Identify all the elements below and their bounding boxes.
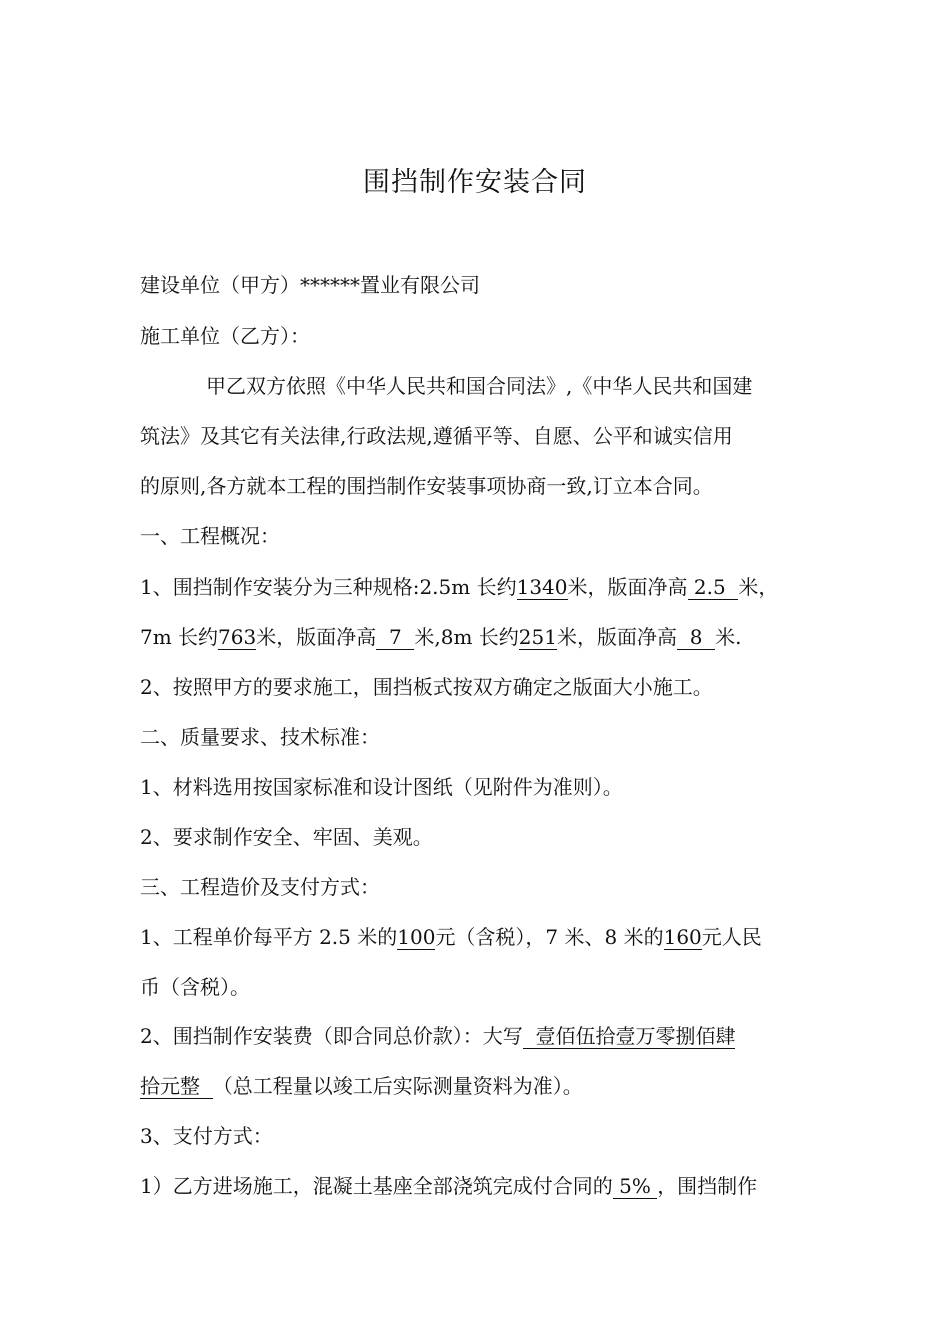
section-3-item-1-line-1 bbox=[140, 922, 820, 952]
preamble-line-1: 甲乙双方依照《中华人民共和国合同法》,《中华人民共和国建 bbox=[206, 374, 753, 398]
section-3-item-2-line-2 bbox=[140, 1071, 820, 1101]
price-7-8m-value: 160 bbox=[663, 925, 702, 949]
payment-item-1-line-1 bbox=[140, 1171, 820, 1201]
clause-text: 元（含税），7 米、8 米的 bbox=[435, 925, 664, 949]
clause-text: 1、工程单价每平方 2.5 米的 bbox=[140, 925, 398, 949]
section-1-item-1-line-2 bbox=[140, 622, 820, 652]
price-2-5m-value: 100 bbox=[397, 925, 436, 949]
height-7m-value: 7 bbox=[376, 625, 415, 649]
payment-percent-value: 5% bbox=[612, 1174, 658, 1198]
section-1-item-1-line-1 bbox=[140, 572, 820, 602]
section-3-item-1-line-2: 币（含税）。 bbox=[140, 975, 250, 999]
clause-text: 1、围挡制作安装分为三种规格:2.5m 长约 bbox=[140, 575, 517, 599]
length-8m-value: 251 bbox=[518, 625, 557, 649]
clause-text: ，围挡制作 bbox=[657, 1174, 758, 1198]
clause-text: 7m 长约 bbox=[140, 625, 219, 649]
section-2-item-2: 2、要求制作安全、牢固、美观。 bbox=[140, 825, 433, 849]
party-a-line: 建设单位（甲方）******置业有限公司 bbox=[140, 273, 480, 297]
section-3-heading: 三、工程造价及支付方式： bbox=[140, 875, 380, 899]
clause-text: 米，版面净高 bbox=[556, 625, 677, 649]
height-8m-value: 8 bbox=[676, 625, 716, 649]
clause-text: 1）乙方进场施工，混凝土基座全部浇筑完成付合同的 bbox=[140, 1174, 613, 1198]
party-b-line: 施工单位（乙方）： bbox=[140, 324, 310, 348]
preamble-line-2: 筑法》及其它有关法律,行政法规,遵循平等、自愿、公平和诚实信用 bbox=[140, 424, 733, 448]
clause-text: 米. bbox=[715, 625, 742, 649]
section-1-item-2: 2、按照甲方的要求施工，围挡板式按双方确定之版面大小施工。 bbox=[140, 675, 713, 699]
section-2-item-1: 1、材料选用按国家标准和设计图纸（见附件为准则）。 bbox=[140, 775, 623, 799]
clause-text: 米，版面净高 bbox=[256, 625, 377, 649]
clause-text: 元人民 bbox=[701, 925, 762, 949]
total-amount-value: 壹佰伍拾壹万零捌佰肆 bbox=[522, 1024, 736, 1048]
total-amount-value-cont: 拾元整 bbox=[140, 1074, 213, 1098]
clause-text: 米，版面净高 bbox=[567, 575, 688, 599]
section-1-heading: 一、工程概况： bbox=[140, 524, 280, 548]
document-title: 围挡制作安装合同 bbox=[363, 167, 587, 198]
clause-text: 米,8m 长约 bbox=[414, 625, 519, 649]
length-7m-value: 763 bbox=[218, 625, 257, 649]
height-2-5m-value: 2.5 bbox=[687, 575, 739, 599]
clause-text: 米， bbox=[738, 575, 779, 599]
preamble-line-3: 的原则,各方就本工程的围挡制作安装事项协商一致,订立本合同。 bbox=[140, 474, 713, 498]
section-3-item-3: 3、支付方式： bbox=[140, 1124, 273, 1148]
length-2-5m-value: 1340 bbox=[516, 575, 568, 599]
clause-text: 2、围挡制作安装费（即合同总价款）：大写 bbox=[140, 1024, 523, 1048]
section-2-heading: 二、质量要求、技术标准： bbox=[140, 725, 380, 749]
clause-text: （总工程量以竣工后实际测量资料为准）。 bbox=[212, 1074, 583, 1098]
section-3-item-2-line-1 bbox=[140, 1021, 820, 1051]
